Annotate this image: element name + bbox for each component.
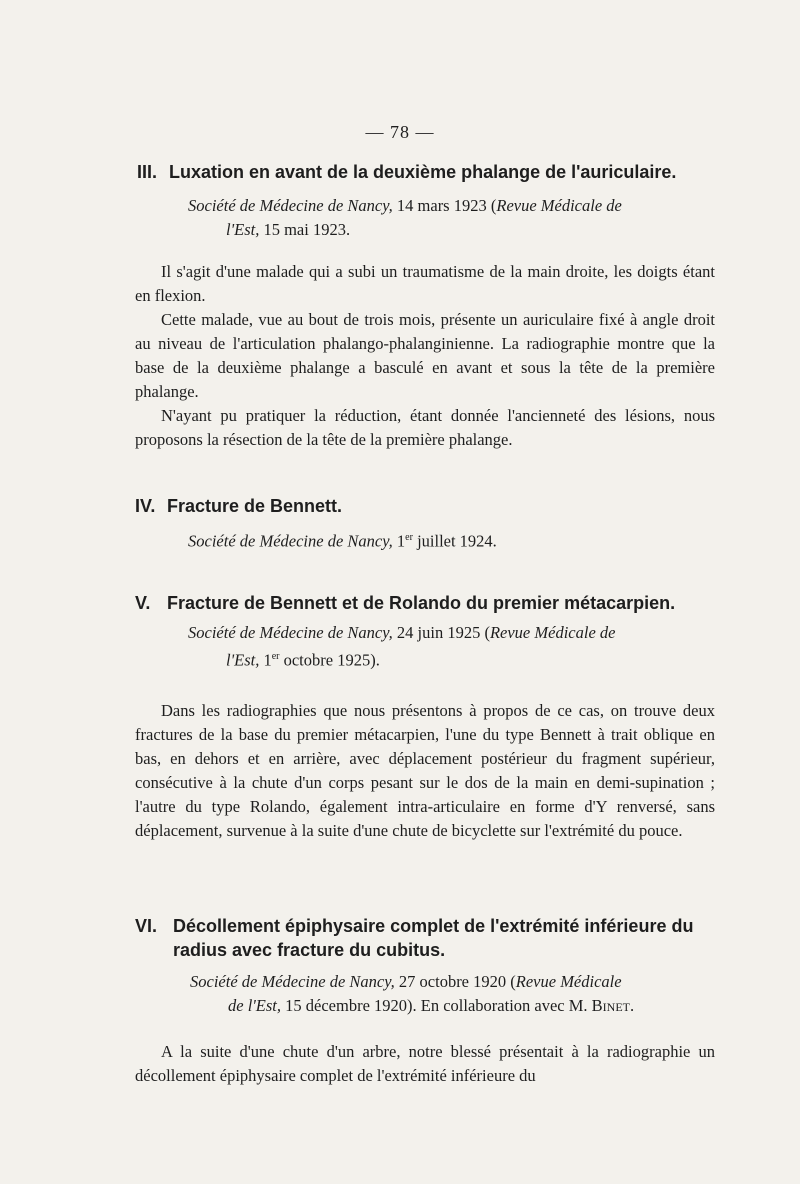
ref-journal-cont: de l'Est, <box>228 996 282 1015</box>
section-heading <box>135 494 800 518</box>
section-number: VI. <box>135 916 158 936</box>
ref-society: Société de Médecine de Nancy, <box>188 623 393 642</box>
ref-society: Société de Médecine de Nancy, <box>188 196 393 215</box>
section-title: Luxation en avant de la deuxième phalange de l'auriculaire. <box>169 162 677 182</box>
ref-coauthor: Binet. <box>591 996 635 1015</box>
reference <box>190 970 718 1018</box>
ref-journal: Revue Médicale de <box>496 196 622 215</box>
section-heading <box>135 914 800 962</box>
section-title: Décollement épiphysaire complet de l'extrémité inférieure du radius avec fracture du cubitus. <box>173 916 694 960</box>
ref-journal-cont: l'Est, <box>226 220 260 239</box>
section-title: Fracture de Bennett et de Rolando du premier métacarpien. <box>167 593 676 613</box>
ref-journal-date: 15 décembre 1920). En collaboration avec M. <box>281 996 592 1015</box>
section-heading <box>135 591 800 615</box>
ref-date: 14 mars 1923 ( <box>392 196 497 215</box>
ref-date: juillet 1924. <box>412 531 497 551</box>
ref-date: 24 juin 1925 ( <box>392 623 490 642</box>
section-heading <box>137 160 800 184</box>
ref-date: 27 octobre 1920 ( <box>394 972 516 991</box>
ref-journal: Revue Médicale de <box>489 623 616 642</box>
ref-journal: Revue Médicale <box>515 972 622 991</box>
section-iii <box>0 160 800 452</box>
paragraph: Cette malade, vue au bout de trois mois, présente un auriculaire fixé à angle droit au niveau de l'articulation phalango-phalanginienne. La radiographie montre que la base de la deuxième phalange a basculé en avant et sous la tête de la première phalange. <box>135 310 715 401</box>
reference <box>188 194 718 242</box>
ref-society: Société de Médecine de Nancy, <box>188 531 393 551</box>
section-iv <box>0 494 800 554</box>
ref-journal-cont: l'Est, <box>226 650 260 670</box>
section-number: IV. <box>135 496 156 516</box>
page-number: — 78 — <box>365 122 435 142</box>
paragraph: Il s'agit d'une malade qui a subi un traumatisme de la main droite, les doigts étant en flexion. <box>135 262 715 305</box>
section-title: Fracture de Bennett. <box>167 496 343 516</box>
ref-journal-date: 15 mai 1923. <box>259 220 351 239</box>
ref-society: Société de Médecine de Nancy, <box>190 972 395 991</box>
section-vi <box>0 914 800 1088</box>
paragraph: A la suite d'une chute d'un arbre, notre blessé présentait à la radiographie un décollement épiphysaire complet de l'extrémité inférieure du <box>135 1042 715 1085</box>
ref-journal-date: octobre 1925). <box>279 650 380 670</box>
section-number: III. <box>137 162 158 182</box>
paragraph: N'ayant pu pratiquer la réduction, étant donnée l'ancienneté des lésions, nous proposons la résection de la tête de la première phalange. <box>135 406 715 449</box>
section-number: V. <box>135 593 151 613</box>
section-v <box>0 591 800 843</box>
paragraph: Dans les radiographies que nous présentons à propos de ce cas, on trouve deux fractures de la base du premier métacarpien, l'une du type Bennett à trait oblique en bas, en dehors et en arrière, avec déplacement postérieur du fragment supérieur, consécutive à la chute d'un corps pesant sur le dos de la main en demi-supination ; l'autre du type Rolando, également intra-articulaire en forme d'Y renversé, sans déplacement, survenue à la suite d'une chute de bicyclette sur l'extrémité du pouce. <box>135 700 715 840</box>
reference: Société de Médecine de Nancy, 1er juillet 1924. <box>188 531 497 551</box>
reference: Société de Médecine de Nancy, 24 juin 1925 (Revue Médicale de l'Est, 1er octobre 1925). <box>188 623 616 670</box>
